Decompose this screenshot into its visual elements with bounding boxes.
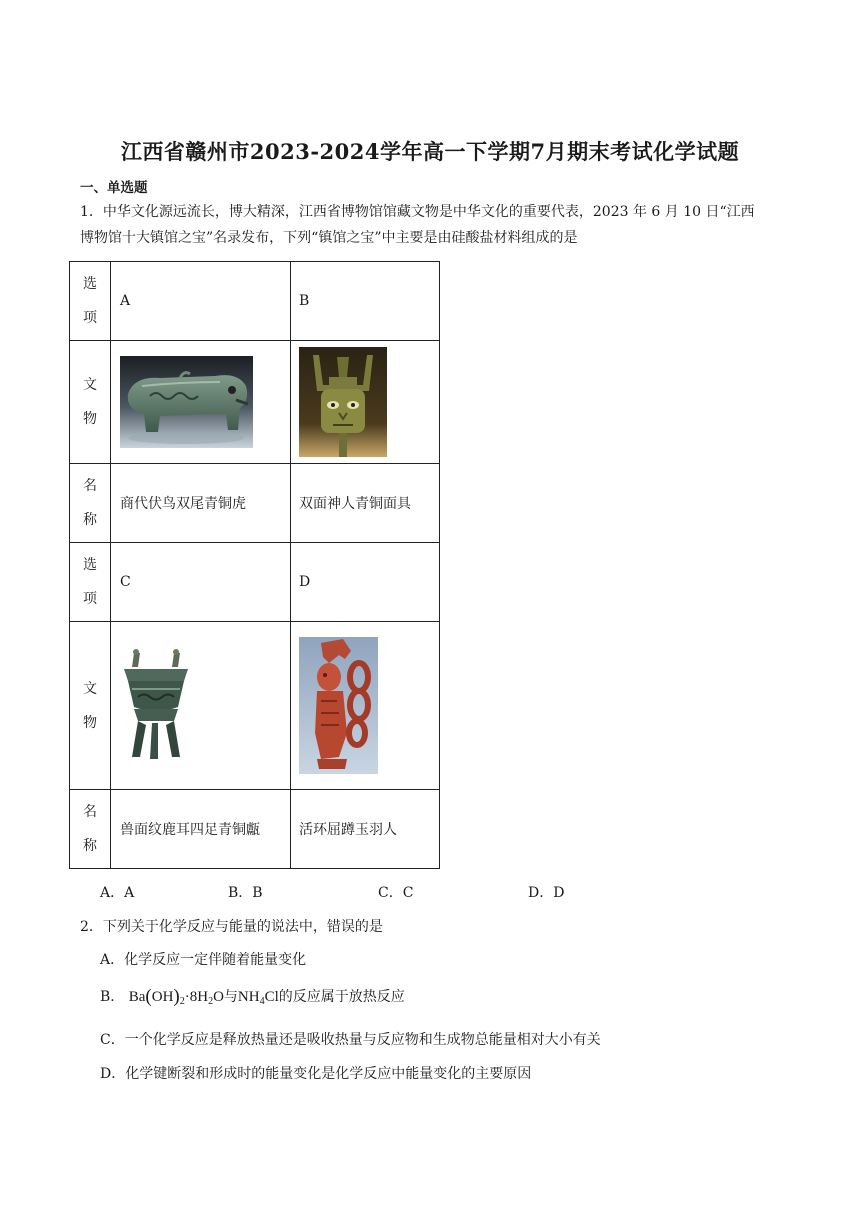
row-header-relic: 文 物 (70, 341, 111, 464)
table-row (70, 790, 440, 869)
row-header-name: 名 称 (70, 790, 111, 869)
table-row (70, 341, 440, 464)
relic-b-cell (291, 341, 440, 464)
option-a-label: A (111, 262, 291, 341)
bronze-yan-vessel-image (120, 647, 192, 765)
question-2-stem: 2．下列关于化学反应与能量的说法中，错误的是 (80, 919, 383, 935)
jade-feathered-figure-image (299, 637, 378, 774)
q2-option-d[interactable]: D．化学键断裂和形成时的能量变化是化学反应中能量变化的主要原因 (100, 1066, 532, 1082)
option-b-label: B (291, 262, 440, 341)
option-a[interactable]: A．A (100, 885, 135, 901)
q2-option-b[interactable]: B． $Ba(OH)_2\cdot 8H_2O$与$NH_4Cl$的反应属于放热反应 (100, 986, 405, 1007)
row-header-option: 选 项 (70, 262, 111, 341)
barium-hydroxide-formula: $Ba(OH)_2\cdot 8H_2O$ (128, 986, 224, 1007)
option-d[interactable]: D．D (528, 885, 565, 901)
table-row (70, 464, 440, 543)
table-row (70, 622, 440, 790)
relic-c-cell (111, 622, 291, 790)
question-1-stem-line2: 博物馆十大镇馆之宝”名录发布，下列“镇馆之宝”中主要是由硅酸盐材料组成的是 (80, 230, 578, 246)
table-row (70, 543, 440, 622)
question-1-stem-line1: 1．中华文化源远流长，博大精深，江西省博物馆馆藏文物是中华文化的重要代表，2023 年 6 月 10 日“江西 (80, 204, 755, 220)
row-header-relic: 文 物 (70, 622, 111, 790)
relics-table (69, 261, 440, 869)
option-d-label: D (291, 543, 440, 622)
page-title: 江西省赣州市2023-2024学年高一下学期7月期末考试化学试题 (120, 139, 740, 164)
relic-d-cell (291, 622, 440, 790)
q2-option-a[interactable]: A．化学反应一定伴随着能量变化 (100, 952, 307, 968)
relic-a-cell (111, 341, 291, 464)
question-1-stem (80, 199, 780, 251)
relic-a-name: 商代伏鸟双尾青铜虎 (111, 464, 291, 543)
relic-d-name: 活环屈蹲玉羽人 (291, 790, 440, 869)
bronze-tiger-image (120, 356, 253, 448)
q2-option-c[interactable]: C．一个化学反应是释放热量还是吸收热量与反应物和生成物总能量相对大小有关 (100, 1032, 601, 1048)
row-header-name: 名 称 (70, 464, 111, 543)
relic-b-name: 双面神人青铜面具 (291, 464, 440, 543)
bronze-mask-image (299, 347, 387, 457)
section-heading: 一、单选题 (80, 180, 148, 196)
relic-c-name: 兽面纹鹿耳四足青铜甗 (111, 790, 291, 869)
row-header-option: 选 项 (70, 543, 111, 622)
option-b[interactable]: B．B (228, 885, 263, 901)
ammonium-chloride-formula: $NH_4Cl$ (237, 989, 279, 1007)
option-c[interactable]: C．C (378, 885, 414, 901)
option-c-label: C (111, 543, 291, 622)
table-row (70, 262, 440, 341)
